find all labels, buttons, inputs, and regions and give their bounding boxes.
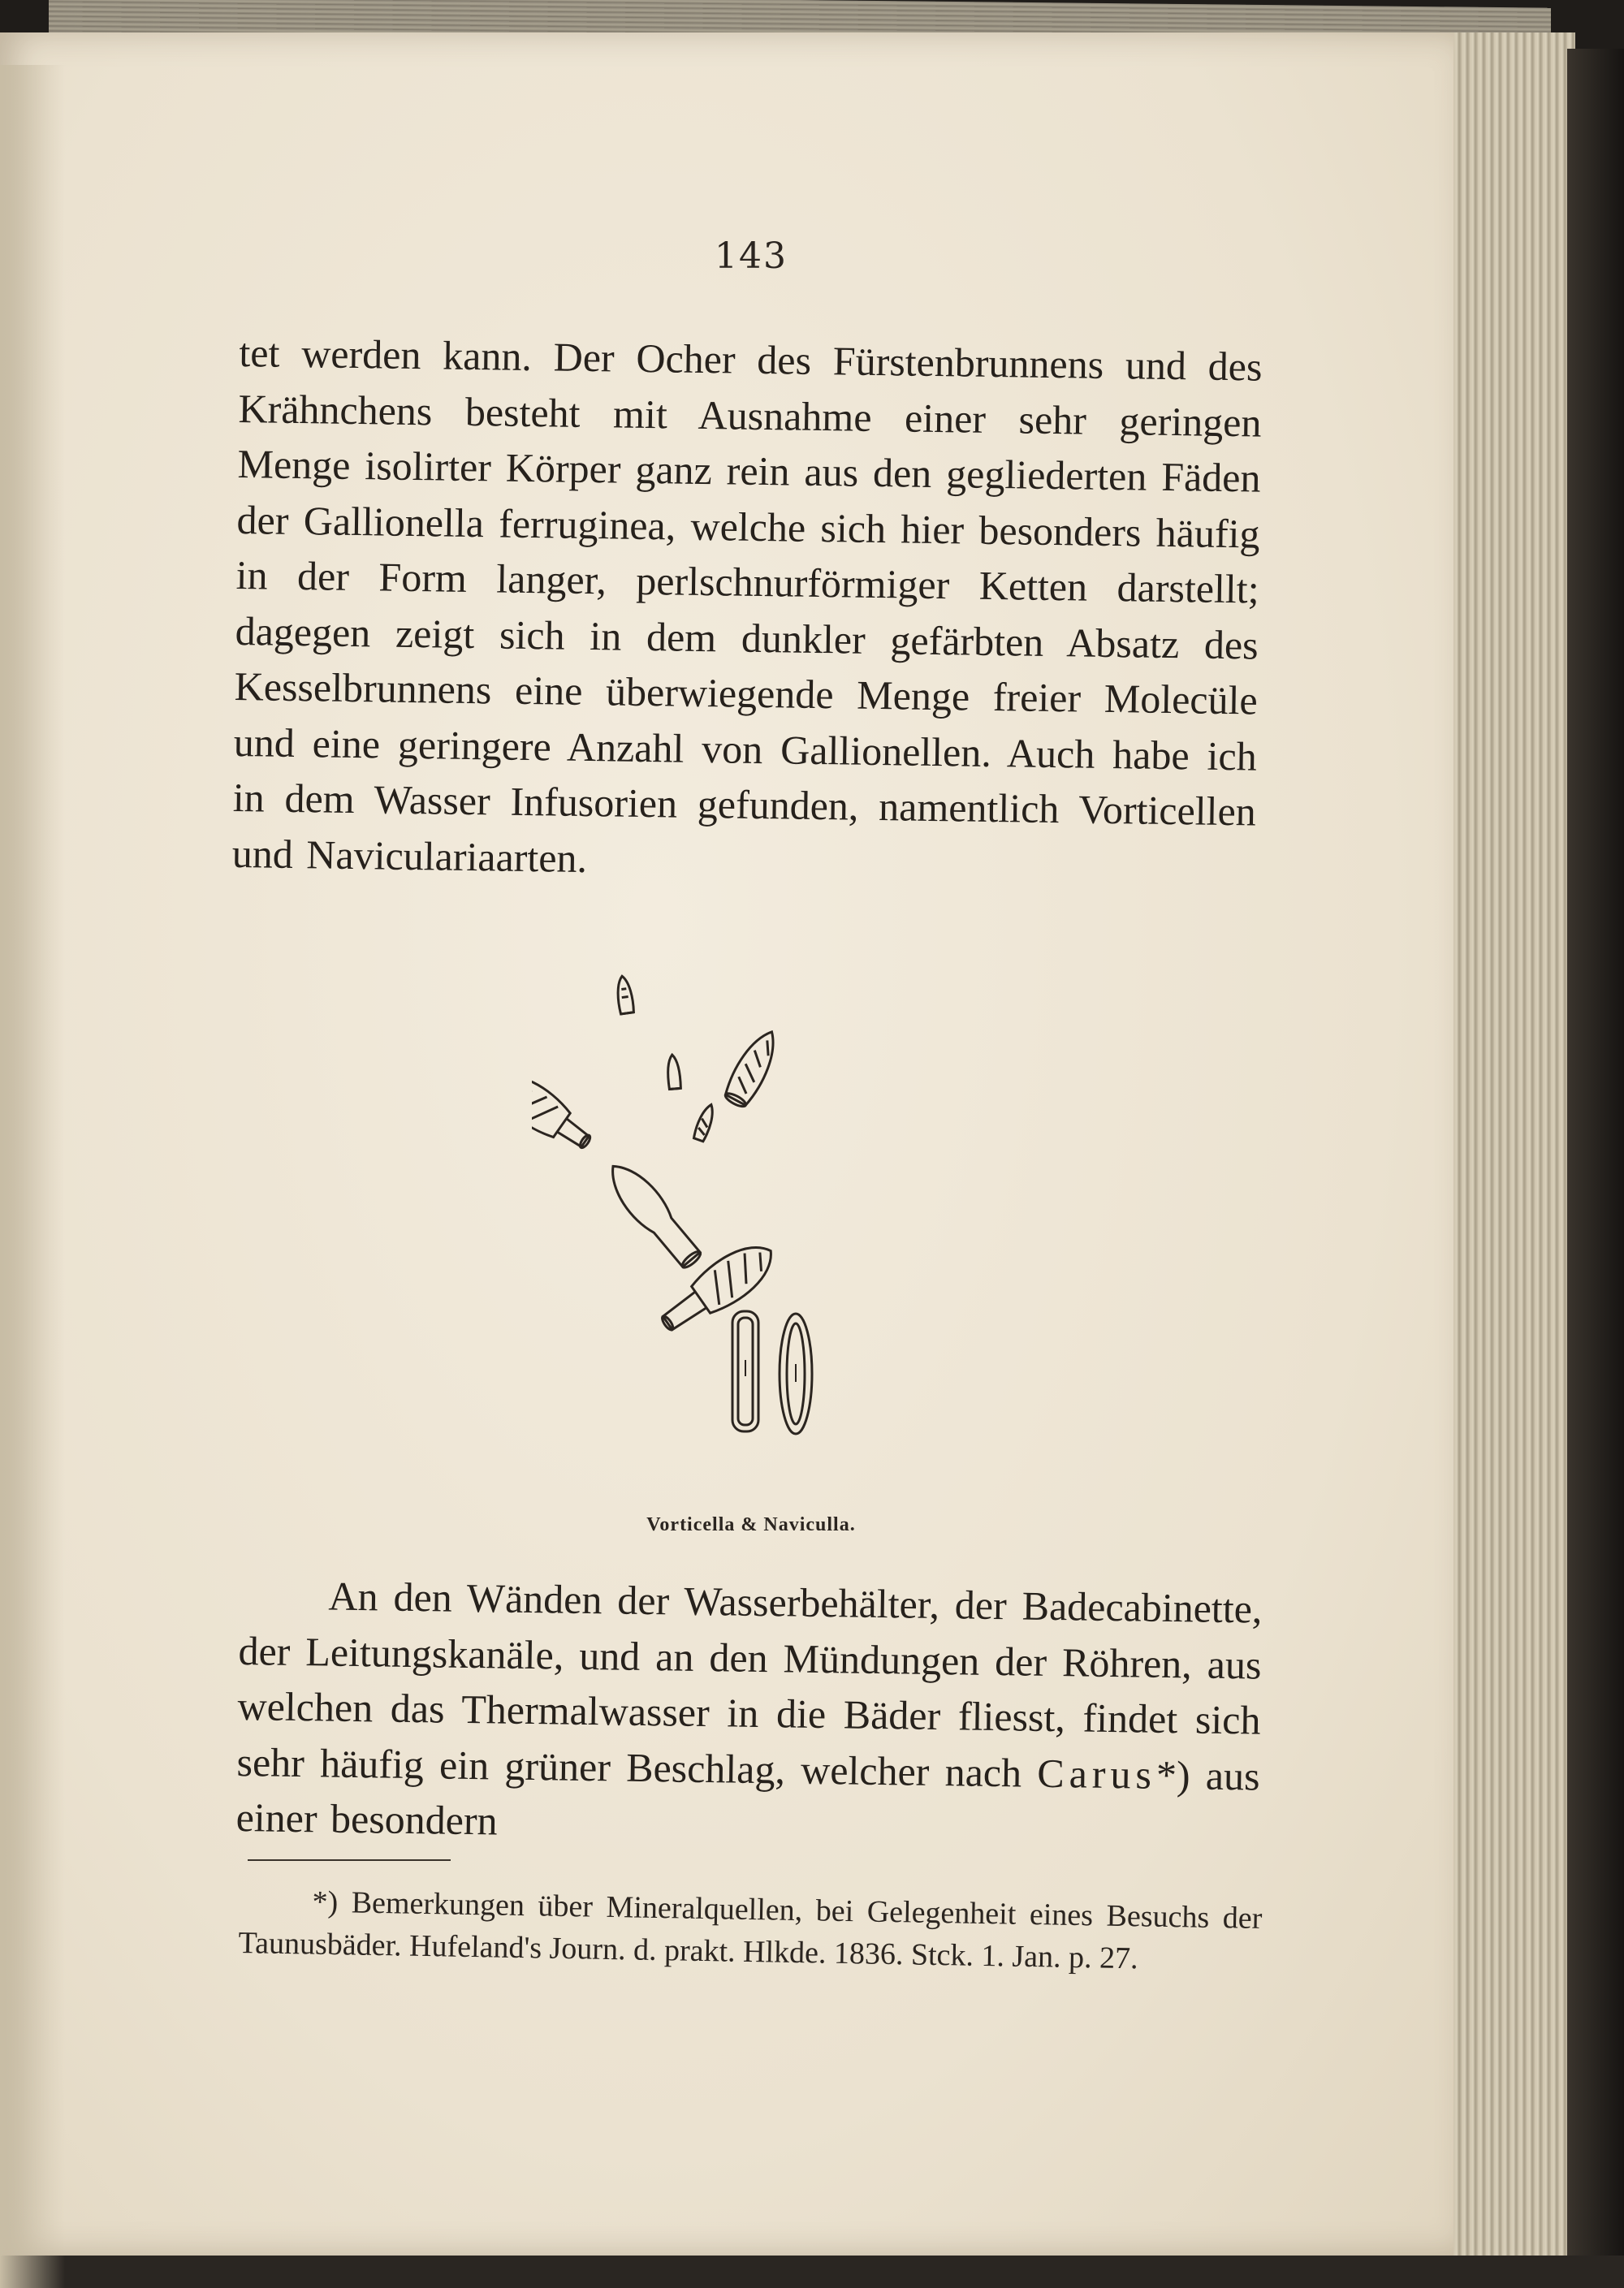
navicula-right [780,1314,812,1434]
footnote-rule [248,1859,451,1861]
figure-caption: Vorticella & Naviculla. [646,1514,856,1535]
organism-small-mid [666,1054,680,1089]
paragraph-2-end: aus einer besondern [235,1752,1260,1844]
figure-vorticella-naviculla [532,966,987,1437]
figure-illustration [532,966,987,1437]
organism-brush-left [532,1063,599,1159]
paragraph-1: tet werden kann. Der Ocher des Fürstenbrunnens und des Krähnchens besteht mit Ausnahme einer sehr geringen Menge isolirter Körper ganz rein aus den gegliederten Fäden der Gallionella ferruginea, welche sich hier besonders häufig in der Form langer, perlschnurförmiger Ketten darstellt; dagegen zeigt sich in dem dunkler gefärbten Absatz des Kesselbrunnens eine überwiegende Menge freier Molecüle und eine geringere Anzahl von Gallionellen. Auch habe ich in dem Wasser Infusorien gefunden, namentlich Vorticellen und Naviculariaarten. [231,329,1263,881]
page-number: 143 [715,235,788,277]
organism-small-top [615,975,634,1014]
page-stack-shadow [1567,49,1624,2256]
footnote-marker: *) [1155,1751,1191,1798]
organism-bottle-center [600,1155,706,1273]
organism-brush-bottom [653,1233,784,1342]
organism-cone-right [721,1025,785,1110]
navicula-left [732,1311,758,1431]
gutter-shadow [0,65,65,2288]
footnote: *) Bemerkungen über Mineralquellen, bei Gelegenheit eines Besuchs der Taunusbäder. Hufeland's Journ. d. prakt. Hlkde. 1836. Stck. 1. Jan. p. 27. [238,1884,1263,1976]
organism-small-right [693,1103,717,1142]
paragraph-2 [235,1567,1263,1859]
paragraph-2-start: An den Wänden der Wasserbehälter, der Badecabinette, der Leitungskanäle, und an den Mündungen der Röhren, aus welchen das Thermalwasser in die Bäder fliesst, findet sich sehr häufig ein grüner Beschlag, welcher nach [236,1573,1263,1795]
author-name: Carus [1036,1750,1157,1798]
